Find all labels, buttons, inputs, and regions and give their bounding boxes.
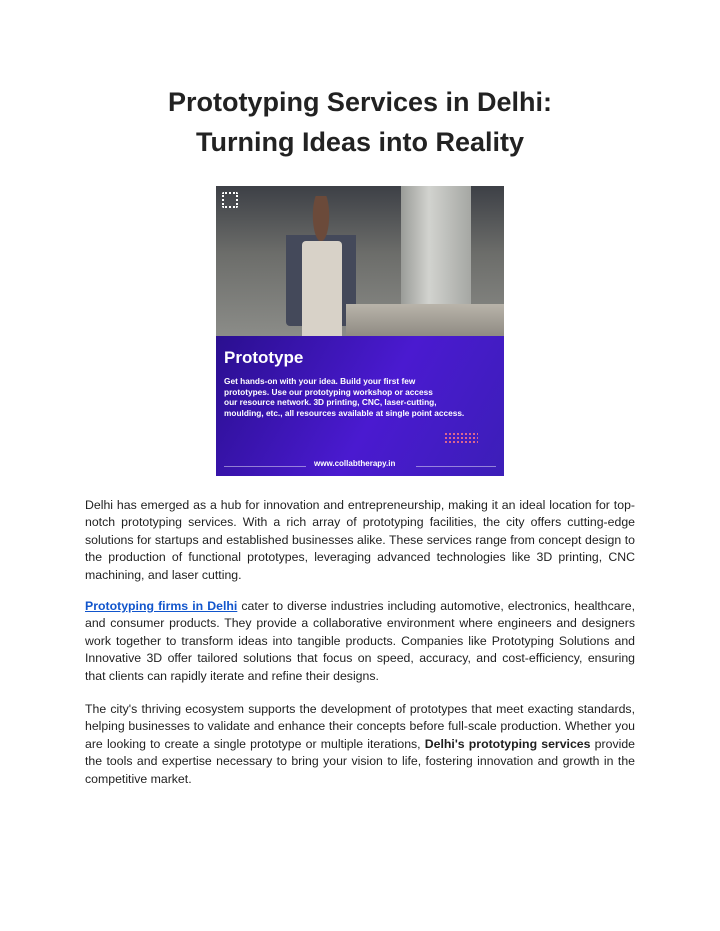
prototyping-firms-link[interactable]: Prototyping firms in Delhi [85,599,238,613]
worker-apron [302,241,342,336]
prototype-promo-image [216,186,504,476]
title-line-1: Prototyping Services in Delhi: [167,87,553,117]
paragraph-firms-text: cater to diverse industries including automotive, electronics, healthcare, and consumer products. They provide a collaborative environment where engineers and designers work together to transform ideas into tangible products. Companies like Prototyping Solutions and Innovative 3D offer tailored solutions that focus on speed, accuracy, and cost-efficiency, ensuring that clients can rapidly iterate and refine their designs. [85,599,635,683]
banner-divider-right [416,466,496,467]
workbench [346,304,504,336]
paragraph-ecosystem [85,701,635,788]
banner-heading: Prototype [224,348,304,367]
banner-description [224,376,494,418]
paragraph-intro: Delhi has emerged as a hub for innovation and entrepreneurship, making it an ideal location for top-notch prototyping services. With a rich array of prototyping facilities, the city offers cutting-edge solutions for startups and established businesses alike. These services range from concept design to the production of functional prototypes, leveraging advanced technologies like 3D printing, CNC machining, and laser cutting. [85,498,635,582]
brand-logo-icon [222,192,238,208]
paragraph-ecosystem-start: The city's thriving ecosystem supports the development of prototypes that meet exacting standards, helping businesses to validate and enhance their concepts before full-scale production. Whether you are looking to create a single prototype or multiple iterations, [85,702,635,751]
paragraph-ecosystem-bold: Delhi's prototyping services [424,736,591,751]
banner-divider-left [224,466,306,467]
banner-line: prototypes. Use our prototyping workshop or access [224,386,433,397]
banner-line: moulding, etc., all resources available at single point access. [224,407,465,418]
banner-line: Get hands-on with your idea. Build your first few [224,376,416,386]
title-line-2: Turning Ideas into Reality [195,127,525,157]
banner-url: www.collabtherapy.in [314,459,396,468]
paragraph-firms [85,598,635,685]
workshop-photo [216,186,504,336]
page-title [0,82,720,162]
decorative-dots-icon [444,432,478,444]
banner-line: our resource network. 3D printing, CNC, laser-cutting, [224,397,437,407]
promo-banner [216,336,504,476]
paragraph-ecosystem-end: provide the tools and expertise necessary to bring your vision to life, fostering innovation and growth in the competitive market. [85,736,636,786]
